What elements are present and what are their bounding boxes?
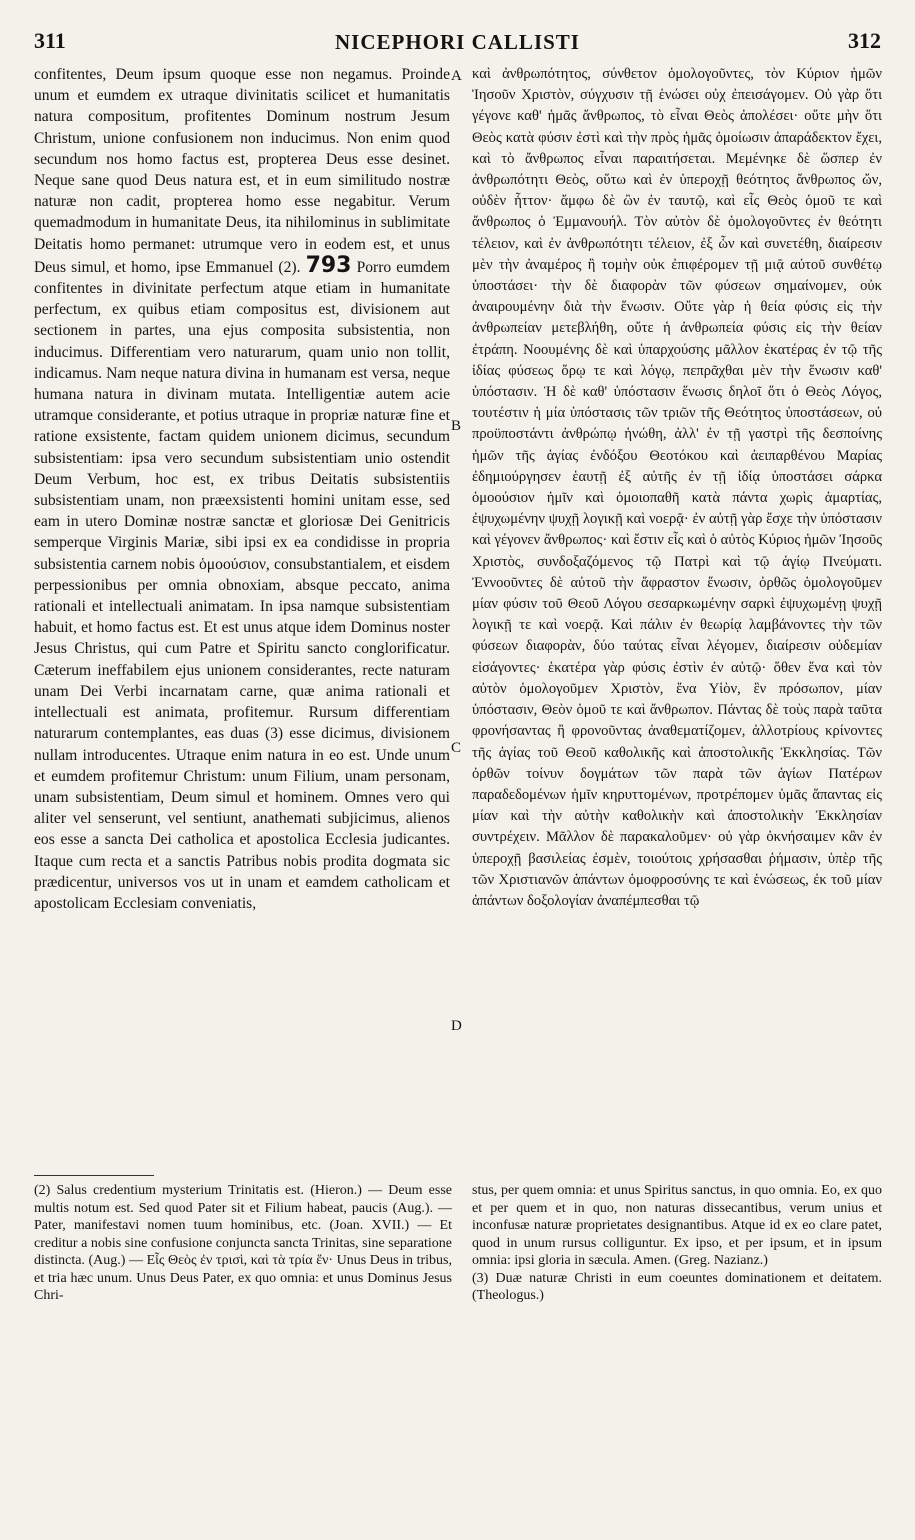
page-header — [34, 28, 881, 58]
footnotes-left — [34, 1182, 452, 1305]
margin-letter-c: C — [451, 740, 462, 756]
footnotes-right — [472, 1182, 882, 1305]
footnote-2: (2) Salus credentium mysterium Trinitatis est. (Hieron.) — Deum esse multis notum est. Sed quod Pater sit et Filium habeat, paucis (Aug.). — Pater, manifestavi nomen tuum hominibus, etc. (Joan. XVII.) — Et creditur a nobis sine confusione conjuncta sancta Trinitas, sine separatione distincta. (Aug.) — Εἷς Θεὸς ἐν τρισὶ, καὶ τὰ τρία ἕν· Unus Deus in tribus, et tria hæc unum. Unus Deus Pater, ex quo omnia: et unus Dominus Jesus Chri- — [34, 1183, 452, 1303]
page-number-left: 311 — [34, 28, 66, 53]
footnote-2-continued: stus, per quem omnia: et unus Spiritus sanctus, in quo omnia. Eo, ex quo et per quem et in quo, non naturas dissecantibus, verum unius et inconfusæ naturæ proprietates designantibus. Atque id ex eo clare patet, quod in unum rursus colliguntur. Ex ipso, et per ipsum, et in ipsum omnia: ipsi gloria in sæcula. Amen. (Greg. Nazianz.) — [472, 1183, 882, 1268]
greek-text: καὶ ἀνθρωπότητος, σύνθετον ὁμολογοῦντες, τὸν Κύριον ἡμῶν Ἰησοῦν Χριστὸν, σύγχυσιν τῇ ἑνώσει οὐχ ἐπεισάγομεν. Οὐ γὰρ ὅτι γέγονε καθ' ἡμᾶς ἄνθρωπος, τὸ εἶναι Θεὸς ἀπολέσει· οὔτε μὴν ὅτι Θεὸς κατὰ φύσιν ἐστὶ καὶ τὴν πρὸς ἡμᾶς ὁμοίωσιν ἀπαράδεκτον ἔχει, καὶ τὸ ἄνθρωπος εἶναι παραιτήσεται. Μεμένηκε δὲ ὥσπερ ἐν ἀνθρωπότητι Θεὸς, οὕτω καὶ ἐν ὑπεροχῇ θεότητος ἄνθρωπος ὤν, οὐδὲν ἧττον· ἄμφω δὲ ὢν ἐν ταυτῷ, καὶ εἷς Θεὸς ὁμοῦ τε καὶ ἄνθρωπος ὁ Ἐμμανουήλ. Τὸν αὐτὸν δὲ ὁμολογοῦντες ἐν θεότητι τέλειον, καὶ ἐν ἀνθρωπότητι τέλειον, ἐξ ὧν καὶ συνετέθη, διαίρεσιν μὲν τὴν ἀναμέρος ἢ τομὴν οὐκ ἐπιφέρομεν τῇ μιᾷ αὐτοῦ συνθέτῳ ὑποστάσει· τὴν δὲ διαφορὰν τῶν φύσεων σημαίνομεν, οὐκ ἀναιρουμένην διὰ τὴν ἕνωσιν. Οὔτε γὰρ ἡ θεία φύσις εἰς τὴν ἀνθρωπείαν μετεβλήθη, οὔτε ἡ ἀνθρωπεία φύσις εἰς τὴν θείαν ἐτράπη. Νοουμένης δὲ καὶ ὑπαρχούσης μᾶλλον ἑκατέρας ἐν τῷ τῆς ἰδίας φύσεως ὅρῳ τε καὶ λόγῳ, πεπρᾶχθαι μὲν τὴν ἕνωσιν καθ' ὑπόστασιν. Ἡ δὲ καθ' ὑπόστασιν ἕνωσις δηλοῖ ὅτι ὁ Θεὸς Λόγος, τουτέστιν ἡ μία ὑπόστασις τῶν τριῶν τῆς Θεότητος ὑποστάσεων, οὐ προϋποστάντι ἀνθρώπῳ ἡνώθη, ἀλλ' ἐν τῇ γαστρὶ τῆς δεσποίνης ἡμῶν τῆς ἁγίας ἐνδόξου Θεοτόκου καὶ ἀειπαρθένου Μαρίας ἐδημιούργησεν ἑαυτῇ ἐξ αὐτῆς ἐν τῇ ἰδίᾳ ὑποστάσει σάρκα ὁμοούσιον ἡμῖν καὶ ὁμοιοπαθῆ κατὰ πάντα χωρὶς ἁμαρτίας, ἐψυχωμένην ψυχῇ λογικῇ καὶ νοερᾷ· ἐν αὐτῇ γὰρ ἔσχε τὴν ὑπόστασιν καὶ γέγονεν ἄνθρωπος· καὶ ἔστιν εἷς καὶ ὁ αὐτὸς Κύριος ἡμῶν Ἰησοῦς Χριστὸς, συνδοξαζόμενος τῷ Πατρὶ καὶ τῷ ἁγίῳ Πνεύματι. Ἐννοοῦντες δὲ αὐτοῦ τὴν ἄφραστον ἕνωσιν, ὀρθῶς ὁμολογοῦμεν μίαν φύσιν τοῦ Θεοῦ Λόγου σεσαρκωμένην σαρκὶ ἐψυχωμένῃ ψυχῇ λογικῇ τε καὶ νοερᾷ. Καὶ πάλιν ἐν θεωρίᾳ λαμβάνοντες τὴν τῶν φύσεων διαφορὰν, δύο ταύτας εἶναι λέγομεν, διαίρεσιν οὐδεμίαν εἰσάγοντες· ἑκατέρα γὰρ φύσις ἐστὶν ἐν αὐτῷ· ὅθεν ἕνα καὶ τὸν αὐτὸν ὁμολογοῦμεν Χριστὸν, ἕνα Υἱὸν, ἓν πρόσωπον, μίαν ὑπόστασιν, Θεὸν ὁμοῦ τε καὶ ἄνθρωπον. Πάντας δὲ τοὺς παρὰ ταῦτα φρονήσαντας ἢ φρονοῦντας ἀναθεματίζομεν, ἀλλοτρίους κρίνοντες τῆς ἁγίας τοῦ Θεοῦ καθολικῆς καὶ ἀποστολικῆς Ἐκκλησίας. Τῶν ὀρθῶν τοίνυν δογμάτων τῶν παρὰ τῶν ἁγίων Πατέρων παραδεδομένων ἡμῖν κηρυττομένων, προτρέπομεν ὑμᾶς ἅπαντας εἰς μίαν καὶ τὴν αὐτὴν καθολικὴν καὶ ἀποστολικὴν Ἐκκλησίαν συντρέχειν. Μᾶλλον δὲ παρακαλοῦμεν· οὐ γὰρ ὀκνήσαιμεν κἂν ἐν ὑπεροχῇ βασιλείας ἐσμὲν, τοιούτοις χρήσασθαι ῥήμασιν, ὑπὲρ τῆς τῶν Χριστιανῶν ἁπάντων ὁμοφροσύνης τε καὶ ἑνώσεως, ἐκ τοῦ μίαν ἁπάντων δοξολογίαν ἀναπέμπεσθαι τῷ — [472, 66, 882, 909]
page-number-right: 312 — [848, 28, 881, 53]
latin-text-part-1: confitentes, Deum ipsum quoque esse non negamus. Proinde unum et eumdem ex utraque divinitatis scilicet et humanitatis natura compositum, profitentes Dominum nostrum Jesum Christum, unione confusionem non inducimus. Non enim quod secundum nos homo factus est, propterea Deus esse desinet. Neque sane quod Deus natura est, et in eum similitudo nostræ naturæ non cadit, propterea homo esse negabitur. Verum quemadmodum in humanitate Deus, ita nihilominus in sublimitate Deitatis homo permanet: utrumque vero in eodem est, et unus Deus simul, et homo, ipse Emmanuel (2). — [34, 66, 450, 276]
margin-letter-b: B — [451, 418, 462, 434]
latin-paragraph — [34, 64, 450, 914]
section-number: 793 — [305, 252, 352, 278]
margin-letter-d: D — [451, 1018, 462, 1034]
latin-text-part-2: Porro eumdem confitentes in divinitate perfectum atque etiam in humanitate perfectum, ex quibus etiam compositus est, divisionem aut sectionem in partes, una ejus composita subsistentia, non inducimus. Differentiam vero naturarum, quam unio non tollit, indicamus. Nam neque natura divina in humanam est versa, neque humana natura in divinam mutata. Intelligentiæ autem acie utramque considerante, et potius utraque in propriæ naturæ fine et ratione exsistente, factam quidem unionem dicimus, secundum subsistentiam: ipsa vero secundum subsistentiam unio ostendit Deum Verbum, hoc est, ex tribus Deitatis subsistentiis subsistentiam unam, non præexsistenti homini unitam esse, sed eam in utero Dominæ nostræ sanctæ et gloriosæ Dei Genitricis semperque Virginis Mariæ, sibi ipsi ex ea condidisse in propria subsistentia carnem nobis ὁμοούσιον, consubstantialem, et eisdem perpessionibus per omnia obnoxiam, absque peccato, anima rationali et intellectuali animatam. In ipsa namque subsistentiam habuit, et homo factus est. Et est unus atque idem Dominus noster Jesus Christus, qui cum Patre et Spiritu sancto conglorificatur. Cæterum ineffabilem ejus unionem considerantes, recte naturam unam Dei Verbi incarnatam carne, quæ anima rationali et intellectuali est animata, profitemur. Rursum differentiam naturarum contemplantes, eas duas (3) esse dicimus, divisionem nullam introducentes. Utraque enim natura in eo est. Unde unum et eumdem profitemur Christum: unum Filium, unam personam, unam subsistentiam, Deum simul et hominem. Omnes vero qui aliter vel senserunt, vel sentiunt, anathemati subjicimus, alienos eos esse a sancta Dei catholica et apostolica Ecclesia judicantes. Itaque cum recta et a sanctis Patribus nobis prodita dogmata sic prædicentur, universos vos ut in unam et eamdem catholicam et apostolicam Ecclesiam conveniatis, — [34, 258, 450, 912]
footnote-divider — [34, 1175, 154, 1176]
running-title: NICEPHORI CALLISTI — [335, 30, 580, 54]
latin-column — [34, 64, 450, 914]
footnote-3: (3) Duæ naturæ Christi in eum coeuntes dominationem et deitatem. (Theologus.) — [472, 1270, 882, 1303]
greek-column — [472, 64, 882, 912]
margin-letter-a: A — [451, 68, 462, 84]
